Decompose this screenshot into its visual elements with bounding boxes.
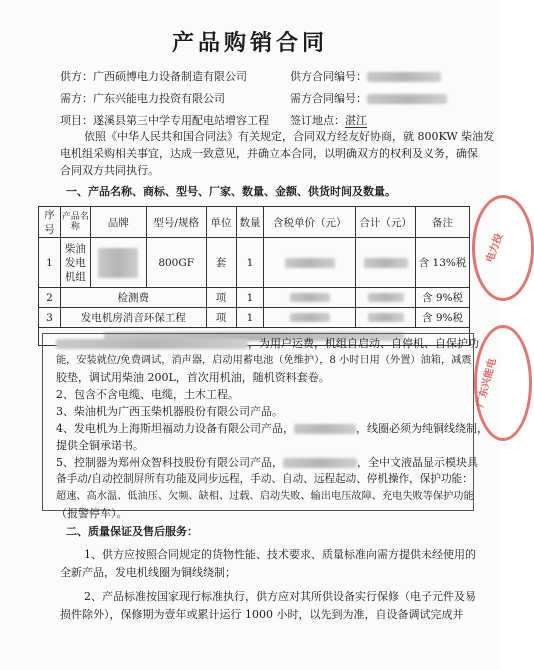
note-1-line-3: 胶垫，调试用柴油 200L，首次用机油，随机资料套卷。 <box>56 371 330 384</box>
sign-place-label: 签订地点： <box>290 114 345 127</box>
note-5-line-3: 超速、高水温、低油压、欠频、缺相、过载、启动失败、输出电压故障、充电失败等保护功能 <box>56 491 474 502</box>
quality-1-line-2: 全新产品，发电机线圈为铜线绕制； <box>60 566 236 579</box>
row1-total-redacted <box>356 238 416 288</box>
quality-2-line-2: 损件除外），保修期为壹年或累计运行 1000 小时，以先到为准，自设备调试完成并 <box>60 608 464 621</box>
note-5-tail: ，全中文液晶显示模块具 <box>357 456 478 469</box>
note-1-line-1 <box>56 335 479 352</box>
supplier-line <box>60 68 247 84</box>
section-1-title: 一、产品名称、商标、型号、厂家、数量、金额、供货时间及数量。 <box>66 185 396 198</box>
note-4-redacted <box>294 424 356 434</box>
company-seal-upper <box>472 195 534 301</box>
header-unit-price: 含税单价（元） <box>264 207 356 238</box>
intro-line-2: 电机组采购相关事宜，达成一致意见，并确立本合同，以明确双方的权利及义务，确保 <box>60 147 478 160</box>
row1-qty: 1 <box>236 238 264 288</box>
note-1-redacted <box>56 339 248 349</box>
sign-place: 湛江 <box>345 114 367 127</box>
buyer-contract-number-redacted <box>367 94 447 104</box>
row1-unit-price-redacted <box>264 238 356 288</box>
note-5-redacted <box>283 458 357 468</box>
note-3: 3、柴油机为广西玉柴机器股份有限公司产品。 <box>56 405 283 418</box>
row3-no: 3 <box>39 308 61 328</box>
header-total: 合计（元） <box>356 207 416 238</box>
header-spec: 型号/规格 <box>146 207 206 238</box>
project-name: 遂溪县第三中学专用配电站增容工程 <box>93 114 269 127</box>
note-4-head: 4、发电机为上海斯坦福动力设备有限公司产品， <box>56 422 294 435</box>
note-5-head: 5、控制器为郑州众智科技股份有限公司产品， <box>56 456 283 469</box>
row2-remark: 含 9%税 <box>416 288 470 308</box>
sign-place-line <box>290 112 367 128</box>
page-title: 产品购销合同 <box>171 30 328 56</box>
header-qty: 数量 <box>236 207 264 238</box>
row2-name: 检测费 <box>60 288 206 308</box>
quality-1-line-1: 1、供方应按照合同规定的货物性能、技术要求、质量标准向需方提供未经使用的 <box>84 548 476 561</box>
header-brand: 品牌 <box>90 207 146 238</box>
row1-name: 柴油发电机组 <box>60 238 90 288</box>
table-row <box>39 238 470 288</box>
seal-upper-text: 电力投 <box>484 232 506 265</box>
note-2: 2、包含不含电缆、电缆，土木工程。 <box>56 388 239 401</box>
row1-remark: 含 13%税 <box>416 238 470 288</box>
header-no: 序号 <box>39 207 61 238</box>
buyer-label: 需方： <box>60 92 93 105</box>
header-remark: 备注 <box>416 207 470 238</box>
row2-unit-price-redacted <box>264 288 356 308</box>
row3-total-redacted <box>356 308 416 328</box>
buyer-contract-line <box>290 90 447 106</box>
project-label: 项目： <box>60 114 93 127</box>
note-5-line-2: 备手动/自动控制屏所有功能及同步远程，手动、自动、远程起动、停机操作，保护功能： <box>56 473 473 485</box>
note-4-tail: ，线圈必须为纯铜线绕制， <box>356 422 488 435</box>
supplier-name: 广西硕博电力设备制造有限公司 <box>93 70 247 83</box>
buyer-line <box>60 90 225 106</box>
note-4-line-1 <box>56 420 488 437</box>
intro-line-3: 合同双方共同执行。 <box>60 164 159 177</box>
buyer-name: 广东兴能电力投资有限公司 <box>93 92 225 105</box>
supplier-contract-line <box>290 68 441 84</box>
supplier-contract-number-redacted <box>367 72 441 82</box>
row1-unit: 套 <box>206 238 236 288</box>
supplier-label: 供方： <box>60 70 93 83</box>
section-2-title: 二、质量保证及售后服务： <box>66 525 198 538</box>
table-row <box>39 308 470 328</box>
table-header-row <box>39 207 470 238</box>
note-4-line-2: 提供全铜承诺书。 <box>56 439 144 452</box>
row2-no: 2 <box>39 288 61 308</box>
row2-qty: 1 <box>236 288 264 308</box>
quality-2-line-1: 2、产品标准按国家现行标准执行，供方应对其所供设备实行保修（电子元件及易 <box>84 590 476 603</box>
row3-qty: 1 <box>236 308 264 328</box>
table-row <box>39 288 470 308</box>
seal-lower-text: 广东兴能电 <box>475 357 499 409</box>
note-1-tail: ，为用户运费，机组自启动、自停机、自保护功 <box>248 337 479 350</box>
row3-name: 发电机房消音环保工程 <box>60 308 206 328</box>
row3-unit-price-redacted <box>264 308 356 328</box>
row1-no: 1 <box>39 238 61 288</box>
project-line <box>60 112 269 128</box>
header-unit: 单位 <box>206 207 236 238</box>
note-5-line-4: （报警停车）。 <box>56 507 128 520</box>
row3-unit: 项 <box>206 308 236 328</box>
row1-brand-redacted <box>90 238 146 288</box>
row1-spec: 800GF <box>146 238 206 288</box>
row2-unit: 项 <box>206 288 236 308</box>
note-5-line-1 <box>56 454 478 471</box>
buyer-contract-label: 需方合同编号： <box>290 92 367 105</box>
header-name: 产品名称 <box>60 207 90 238</box>
supplier-contract-label: 供方合同编号： <box>290 70 367 83</box>
note-1-line-2: 能，安装就位/免费调试，消声器，启动用蓄电池（免维护），8 小时日用（外置）油箱，减震 <box>56 355 472 366</box>
product-table <box>38 206 470 346</box>
intro-line-1: 依照《中华人民共和国合同法》有关规定，合同双方经友好协商，就 800KW 柴油发 <box>84 130 495 143</box>
row2-total-redacted <box>356 288 416 308</box>
row3-remark: 含 9%税 <box>416 308 470 328</box>
